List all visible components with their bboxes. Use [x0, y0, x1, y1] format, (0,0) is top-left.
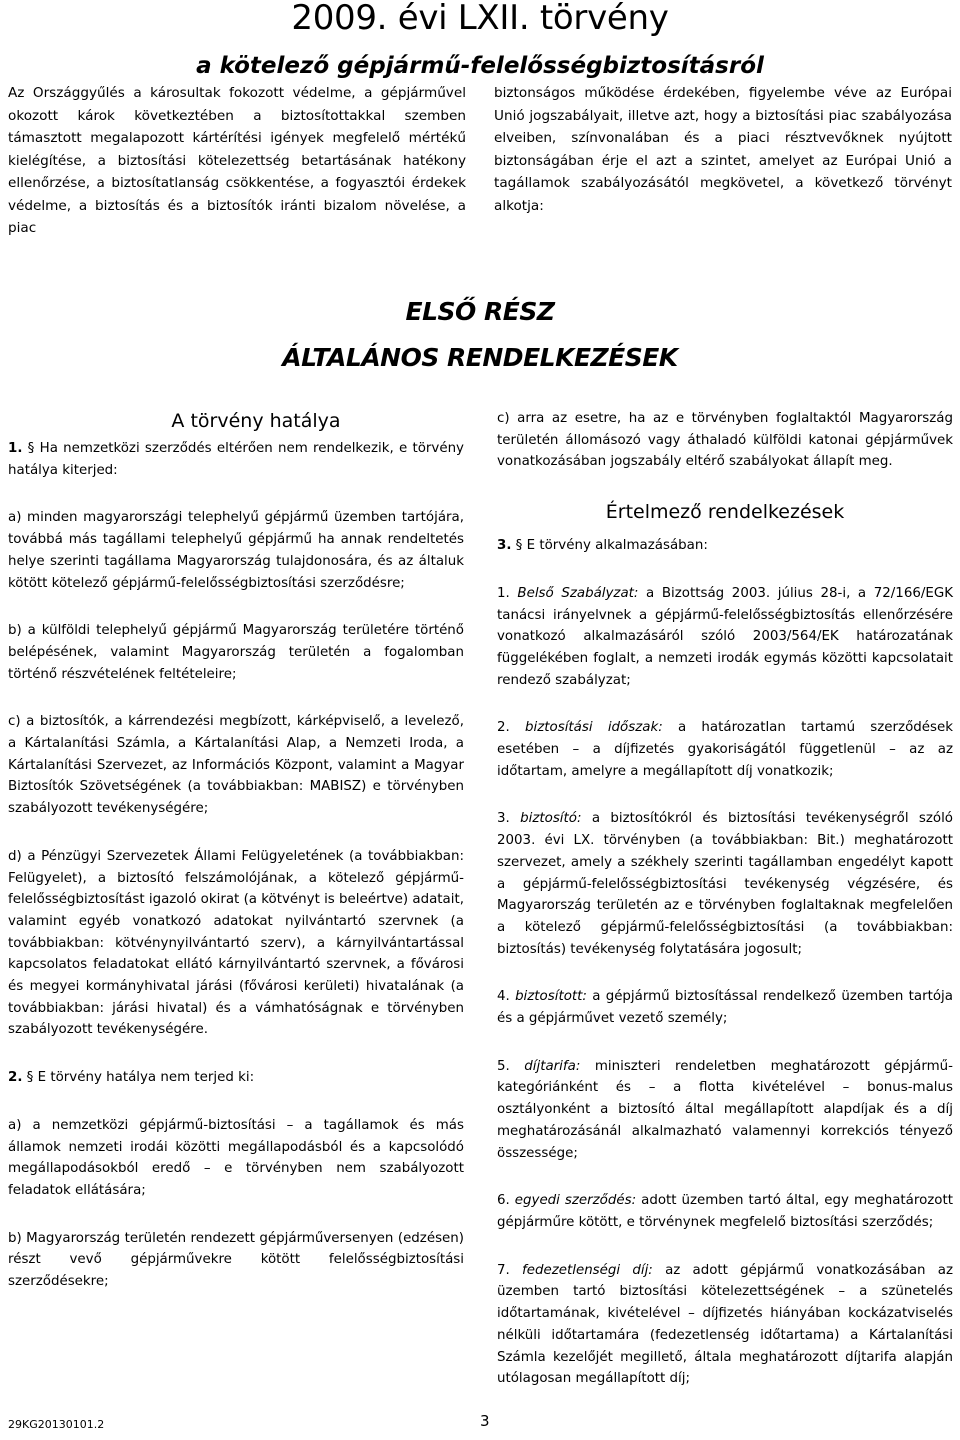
definition-term: biztosított:: [515, 989, 587, 1005]
definition-item: [497, 1190, 953, 1233]
definition-item: [497, 1056, 953, 1165]
definition-item: [497, 1260, 953, 1390]
definition-item: [497, 986, 953, 1029]
section-1-point-a: a) minden magyarországi telephelyű gépjármű üzemben tartójára, továbbá más tagállami telephelyű gépjármű ha annak rendeltetés helye szerinti tagállama Magyarország tulajdonosára, és az általuk kötött kötelező gépjármű-felelősségbiztosítási szerződésre;: [8, 510, 464, 591]
section-1-point-b: b) a külföldi telephelyű gépjármű Magyarország területére történő belépésének, valamint Magyarország területén a fogalomban történő részvételének feltételeire;: [8, 623, 464, 682]
definition-text: a biztosítókról és biztosítási tevékenységről szóló 2003. évi LX. törvényben (a továbbiakban: Bit.) meghatározott szervezet, amely a székhely szerinti tagállamban engedélyt kapott a gépjármű-felelősségbiztosítási tevékenység végzésére, és Magyarország területén az e törvényben foglaltaknak megfelelően a kötelező gépjármű-felelősségbiztosítási (a továbbiakban: biztosítás) tevékenység folytatására jogosult;: [497, 811, 953, 957]
preamble-left: Az Országgyűlés a károsultak fokozott védelme, a gépjárművel okozott károk következtében a biztosítottakkal szemben támasztott megalapozott kártérítési igények megfelelő mértékű kielégítése, a biztosítási kötelezettség betartásának hatékony ellenőrzése, a biztosítatlanság csökkentése, a fogyasztói érdekek védelme, a biztosítás és a biztosítók iránti bizalom növelése, a piac: [8, 85, 466, 236]
preamble-right: biztonságos működése érdekében, figyelembe véve az Európai Unió jogszabályait, illetve azt, hogy a biztosítási piac szabályozása elveiben, színvonalában és a piaci résztvevőknek nyújtott biztonságában érje el azt a szintet, amelyet az Európai Unió a tagállamok szabályozásától megkövetel, a következő törvényt alkotja:: [494, 85, 952, 214]
right-column: [497, 408, 953, 1416]
definition-term: biztosítási időszak:: [525, 720, 663, 736]
definition-term: fedezetlenségi díj:: [522, 1262, 653, 1278]
definition-number: 1.: [497, 585, 510, 601]
definition-term: biztosító:: [520, 811, 582, 827]
definition-item: [497, 808, 953, 960]
part-title: ÁLTALÁNOS RENDELKEZÉSEK: [282, 343, 678, 372]
section-text: E törvény hatálya nem terjed ki:: [37, 1070, 255, 1086]
definition-text: a gépjármű biztosítással rendelkező üzemben tartója és a gépjárművet vezető személy;: [497, 989, 953, 1027]
page-number: 3: [480, 1412, 490, 1430]
definition-text: a határozatlan tartamú szerződések esetében – a díjfizetés gyakoriságától függetlenül – az az időtartam, amelyre a megállapított díj vonatkozik;: [497, 720, 953, 779]
definition-item: [497, 583, 953, 692]
section-3-intro: [497, 535, 953, 557]
definition-text: a Bizottság 2003. július 28-i, a 72/166/EGK tanácsi irányelvnek a gépjármű-felelősségbiztosítás ellenőrzésére vonatkozó alkalmazásáról szóló 2003/564/EK határozatának függelékében foglalt, a nemzeti irodák egymás közötti kapcsolatait rendező szabályzat;: [497, 585, 953, 688]
definition-number: 5.: [497, 1058, 510, 1074]
section-sign: §: [515, 538, 523, 554]
section-number: 2.: [8, 1070, 23, 1086]
section-sign: §: [27, 441, 35, 456]
section-1-intro: [8, 438, 464, 481]
definition-term: Belső Szabályzat:: [517, 585, 639, 601]
section-number: 3.: [497, 538, 512, 554]
part-heading: [0, 296, 960, 374]
definition-number: 7.: [497, 1262, 510, 1278]
section-text: E törvény alkalmazásában:: [526, 538, 708, 554]
definition-number: 2.: [497, 720, 510, 736]
section-1-point-d: d) a Pénzügyi Szervezetek Állami Felügyeletének (a továbbiakban: Felügyelet), a biztosító felszámolójának, a kötelező gépjármű-felelősségbiztosítást igazoló okirat (a kötvényt is beleértve) adatait, valamint egyéb vonatkozó adatokat nyilvántartó szervnek (a továbbiakban: kötvénynyilvántartó szerv), a kárnyilvántartással kapcsolatos feladatokat ellátó kárnyilvántartó szervnek, a fővárosi és megyei kormányhivatal járási (fővárosi kerületi) hivatalának (a továbbiakban: járási hivatal) és a vámhatóságnak e törvényben szabályozott tevékenységére.: [8, 848, 464, 1038]
law-title: 2009. évi LXII. törvény: [291, 0, 669, 38]
law-subtitle: a kötelező gépjármű-felelősségbiztosításról: [196, 53, 764, 79]
definition-item: [497, 717, 953, 782]
section-text: Ha nemzetközi szerződés eltérően nem rendelkezik, e törvény hatálya kiterjed:: [8, 441, 464, 478]
section-heading-scope: A törvény hatálya: [171, 410, 341, 432]
part-number: ELSŐ RÉSZ: [405, 297, 555, 326]
section-sign: §: [26, 1070, 34, 1086]
definition-number: 6.: [497, 1193, 510, 1209]
definition-text: az adott gépjármű vonatkozásában az üzemben tartó biztosítási kötelezettségének – a szünetelés időtartamának, kivételével – díjfizetés hiányában kockázatviselés nélküli időtartamára (fedezetlenség időtartama) a Kártalanítási Számla kezelőjét megillető, általa meghatározott díjtarifa alapján utólagosan megállapított díj;: [497, 1262, 953, 1387]
section-heading-definitions: Értelmező rendelkezések: [605, 501, 845, 524]
document-code: 29KG20130101.2: [8, 1418, 105, 1431]
section-1-point-c: c) a biztosítók, a kárrendezési megbízott, kárképviselő, a levelező, a Kártalanítási Számla, a Kártalanítási Alap, a Nemzeti Iroda, a Kártalanítási Szervezet, az Információs Központ, valamint a Magyar Biztosítók Szövetségének (a továbbiakban: MABISZ) e törvényben szabályozott tevékenységére;: [8, 714, 464, 817]
definition-term: díjtarifa:: [524, 1058, 581, 1074]
definition-term: egyedi szerződés:: [514, 1193, 637, 1209]
section-2-point-a: a) a nemzetközi gépjármű-biztosítási – a tagállamok és más államok nemzeti irodái közötti megállapodásból és a kapcsolódó megállapodásokból eredő – e törvényben nem szabályozott feladatok ellátására;: [8, 1117, 464, 1198]
definition-number: 3.: [497, 811, 510, 827]
section-2-intro: [8, 1067, 464, 1089]
left-column: [8, 408, 464, 1319]
section-2-point-b: b) Magyarország területén rendezett gépjárműversenyen (edzésen) részt vevő gépjárművekre kötött felelősségbiztosítási szerződésekre;: [8, 1230, 464, 1290]
definition-number: 4.: [497, 989, 510, 1005]
definition-text: miniszteri rendeletben meghatározott gépjármű-kategóriánként és – a flotta kivételével – bonus-malus osztályonként a biztosító által megállapított alapdíjak és a díj meghatározásánál alkalmazható valamennyi korrekciós tényező összessége;: [497, 1058, 953, 1161]
preamble: [8, 82, 952, 240]
section-2-point-c: c) arra az esetre, ha az e törvényben foglaltaktól Magyarország területén állomásozó vagy áthaladó külföldi katonai gépjárművek vonatkozásában jogszabály eltérő szabályokat állapít meg.: [497, 411, 953, 470]
definition-text: adott üzemben tartó által, egy meghatározott gépjárműre kötött, e törvénynek megfelelő biztosítási szerződés;: [497, 1193, 953, 1230]
section-number: 1.: [8, 441, 23, 456]
